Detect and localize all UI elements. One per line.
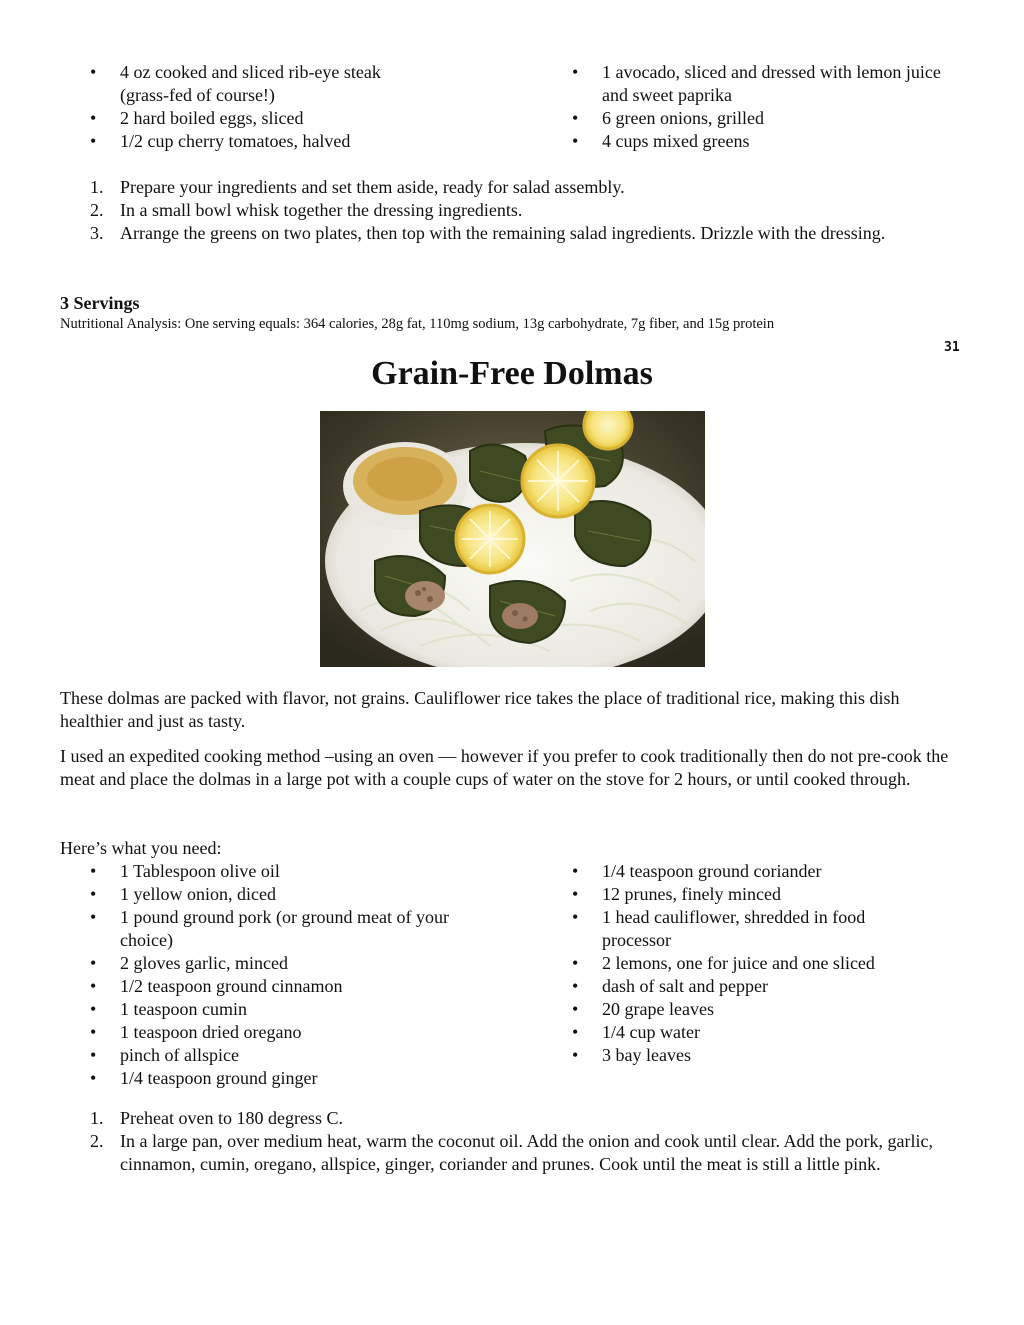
list-item: • 1 yellow onion, diced xyxy=(60,883,480,906)
list-item: • 1 pound ground pork (or ground meat of your choice) xyxy=(60,906,480,952)
list-item: • 2 hard boiled eggs, sliced xyxy=(60,107,480,130)
list-item: • 1 teaspoon cumin xyxy=(60,998,480,1021)
dolmas-photo xyxy=(320,411,705,667)
list-item: • dash of salt and pepper xyxy=(542,975,962,998)
servings-label: 3 Servings xyxy=(60,293,140,313)
intro-text xyxy=(60,687,960,791)
recipe-title: Grain-Free Dolmas xyxy=(371,355,653,392)
list-item: • 1 teaspoon dried oregano xyxy=(60,1021,480,1044)
list-item: • 1/4 teaspoon ground coriander xyxy=(542,860,962,883)
intro-paragraph: These dolmas are packed with flavor, not grains. Cauliflower rice takes the place of traditional rice, making this dish healthier and just as tasty. xyxy=(60,688,900,731)
list-item: • 1/2 cup cherry tomatoes, halved xyxy=(60,130,480,153)
top-steps xyxy=(60,176,960,245)
list-item: • 6 green onions, grilled xyxy=(542,107,962,130)
step-item: 3. Arrange the greens on two plates, then top with the remaining salad ingredients. Drizzle with the dressing. xyxy=(90,223,886,243)
top-ingredients-left xyxy=(60,61,480,153)
list-item: • 4 oz cooked and sliced rib-eye steak (grass-fed of course!) xyxy=(60,61,480,107)
list-item: • 2 lemons, one for juice and one sliced xyxy=(542,952,962,975)
step-item: 1. Preheat oven to 180 degress C. xyxy=(90,1108,343,1128)
step-item: 1. Prepare your ingredients and set them aside, ready for salad assembly. xyxy=(90,177,625,197)
ingredients-left xyxy=(60,860,480,1090)
list-item: • 1 avocado, sliced and dressed with lemon juice and sweet paprika xyxy=(542,61,962,107)
list-item: • 3 bay leaves xyxy=(542,1044,962,1067)
step-item: 2. In a small bowl whisk together the dressing ingredients. xyxy=(90,200,523,220)
list-item: • 1 head cauliflower, shredded in food processor xyxy=(542,906,962,952)
top-ingredients-right xyxy=(542,61,962,153)
list-item: • 1/2 teaspoon ground cinnamon xyxy=(60,975,480,998)
intro-paragraph: I used an expedited cooking method –using an oven — however if you prefer to cook traditionally then do not pre-cook the meat and place the dolmas in a large pot with a couple cups of water on the stove for 2 hours, or until cooked through. xyxy=(60,746,949,789)
list-item: • 1/4 cup water xyxy=(542,1021,962,1044)
list-item: • pinch of allspice xyxy=(60,1044,480,1067)
list-item: • 4 cups mixed greens xyxy=(542,130,962,153)
method-steps xyxy=(60,1107,960,1176)
list-item: • 1/4 teaspoon ground ginger xyxy=(60,1067,480,1090)
nutrition-analysis: Nutritional Analysis: One serving equals: 364 calories, 28g fat, 110mg sodium, 13g carbohydrate, 7g fiber, and 15g protein xyxy=(60,316,775,332)
ingredients-right xyxy=(542,860,962,1067)
page-number: 31 xyxy=(944,340,960,355)
ingredients-heading: Here’s what you need: xyxy=(60,838,222,858)
list-item: • 20 grape leaves xyxy=(542,998,962,1021)
list-item: • 12 prunes, finely minced xyxy=(542,883,962,906)
list-item: • 2 gloves garlic, minced xyxy=(60,952,480,975)
dolmas-illustration xyxy=(320,411,705,667)
list-item: • 1 Tablespoon olive oil xyxy=(60,860,480,883)
step-item: 2. In a large pan, over medium heat, warm the coconut oil. Add the onion and cook until clear. Add the pork, garlic, cinnamon, cumin, oregano, allspice, ginger, coriander and prunes. Cook until the meat is still a little pink. xyxy=(90,1131,933,1174)
